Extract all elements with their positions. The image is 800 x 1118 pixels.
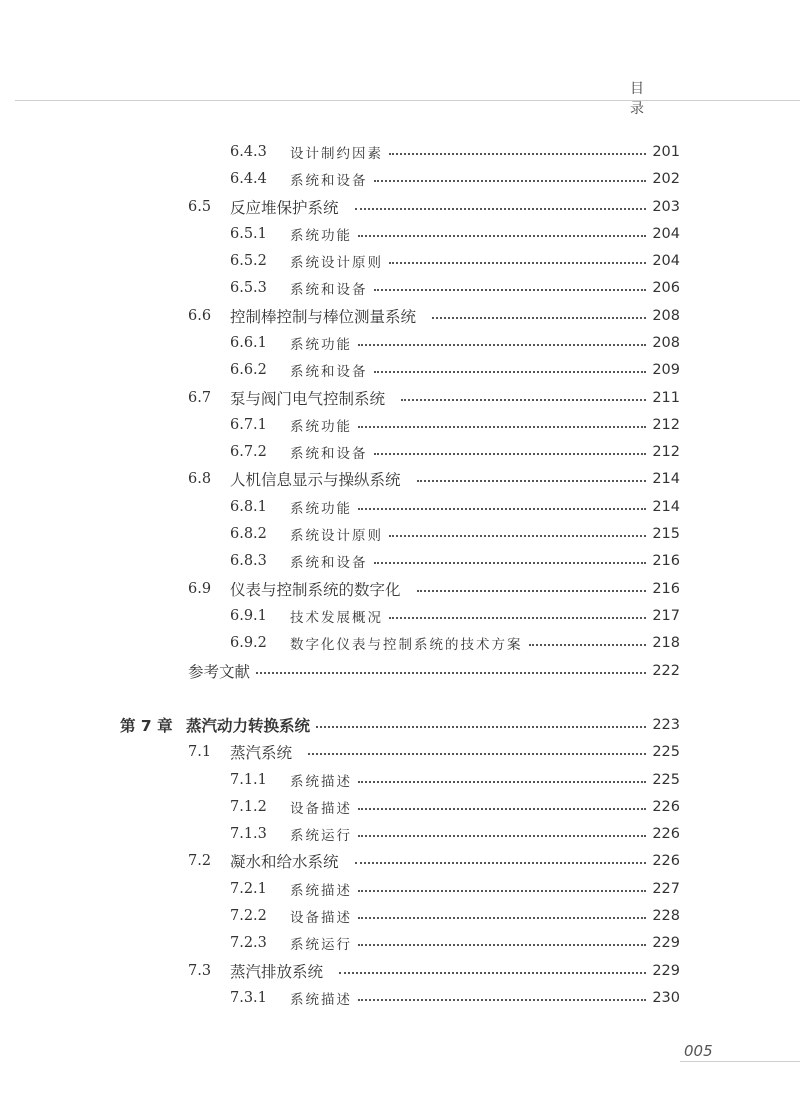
toc-entry-page: 214: [652, 499, 680, 515]
toc-entry-title: 系统和设备: [290, 282, 368, 298]
toc-entry: [230, 905, 680, 927]
toc-entry-page: 204: [652, 226, 680, 242]
toc-entry-title: 设计制约因素: [290, 146, 383, 162]
dot-leader: [417, 480, 646, 482]
toc-entry-page: 229: [652, 963, 680, 979]
toc-entry-number: 6.6.2: [230, 362, 267, 378]
toc-entry-title: 系统运行: [290, 828, 352, 844]
toc-entry-title: 系统运行: [290, 937, 352, 953]
toc-entry: [230, 632, 680, 654]
toc-entry-number: 6.5: [188, 199, 212, 215]
toc-entry-title: 系统描述: [290, 883, 352, 899]
toc-entry: [188, 305, 680, 327]
toc-entry: [230, 823, 680, 845]
toc-entry-page: 225: [652, 744, 680, 760]
dot-leader: [358, 999, 646, 1001]
dot-leader: [316, 726, 646, 728]
toc-entry: [230, 550, 680, 572]
toc-entry-number: 6.7.1: [230, 417, 267, 433]
toc-entry: [230, 332, 680, 354]
toc-entry-page: 211: [652, 390, 680, 406]
dot-leader: [374, 371, 647, 373]
toc-entry-number: 7.2.2: [230, 908, 267, 924]
toc-entry-page: 225: [652, 772, 680, 788]
toc-entry: [188, 196, 680, 218]
toc-entry: [188, 578, 680, 600]
dot-leader: [358, 890, 646, 892]
toc-entry: [230, 796, 680, 818]
toc-entry-number: 6.9.2: [230, 635, 267, 651]
dot-leader: [389, 153, 646, 155]
toc-entry-title: 系统功能: [290, 228, 352, 244]
toc-entry-page: 201: [652, 144, 680, 160]
toc-entry-number: 6.5.3: [230, 280, 267, 296]
toc-entry-page: 216: [652, 553, 680, 569]
toc-entry: [230, 987, 680, 1009]
toc-entry-title: 系统描述: [290, 992, 352, 1008]
dot-leader: [389, 262, 646, 264]
page-number: 005: [684, 1042, 713, 1060]
dot-leader: [308, 753, 646, 755]
toc-entry: [230, 496, 680, 518]
toc-entry-title: 设备描述: [290, 910, 352, 926]
toc-entry-number: 6.7.2: [230, 444, 267, 460]
toc-entry-title: 系统功能: [290, 419, 352, 435]
toc-entry-page: 202: [652, 171, 680, 187]
toc-entry-number: 6.8: [188, 471, 212, 487]
toc-entry: [230, 168, 680, 190]
dot-leader: [374, 289, 647, 291]
toc-entry-page: 208: [652, 308, 680, 324]
toc-entry-page: 212: [652, 417, 680, 433]
toc-entry-page: 206: [652, 280, 680, 296]
toc-entry-title: 系统设计原则: [290, 255, 383, 271]
toc-entry-title: 蒸汽动力转换系统: [186, 717, 311, 735]
dot-leader: [401, 399, 646, 401]
footer-divider: [680, 1061, 800, 1062]
toc-entry: [188, 850, 680, 872]
dot-leader: [417, 590, 646, 592]
toc-entry-number: 6.9: [188, 581, 212, 597]
dot-leader: [358, 808, 646, 810]
toc-entry-title: 反应堆保护系统: [230, 199, 339, 217]
toc-entry: [188, 468, 680, 490]
dot-leader: [374, 562, 647, 564]
dot-leader: [358, 917, 646, 919]
dot-leader: [355, 208, 646, 210]
toc-entry-number: 6.6.1: [230, 335, 267, 351]
toc-entry-title: 系统功能: [290, 501, 352, 517]
toc-entry-number: 7.3: [188, 963, 212, 979]
toc-entry: [188, 960, 680, 982]
toc-entry-page: 229: [652, 935, 680, 951]
toc-entry-page: 226: [652, 853, 680, 869]
toc-entry: [230, 359, 680, 381]
toc-entry-page: 227: [652, 881, 680, 897]
dot-leader: [358, 235, 646, 237]
toc-entry-title: 系统和设备: [290, 555, 368, 571]
toc-entry-number: 6.6: [188, 308, 212, 324]
dot-leader: [374, 180, 647, 182]
toc-entry-page: 217: [652, 608, 680, 624]
toc-entry-page: 209: [652, 362, 680, 378]
toc-entry-number: 6.8.2: [230, 526, 267, 542]
toc-entry-number: 6.4.3: [230, 144, 267, 160]
dot-leader: [355, 862, 646, 864]
toc-entry-number: 6.8.3: [230, 553, 267, 569]
toc-entry-title: 蒸汽系统: [230, 744, 293, 762]
dot-leader: [374, 453, 647, 455]
dot-leader: [358, 344, 646, 346]
toc-entry-page: 208: [652, 335, 680, 351]
toc-entry-title: 人机信息显示与操纵系统: [230, 471, 401, 489]
dot-leader: [529, 644, 647, 646]
toc-entry: [230, 223, 680, 245]
toc-entry-page: 215: [652, 526, 680, 542]
dot-leader: [339, 972, 646, 974]
toc-entry-number: 7.2.3: [230, 935, 267, 951]
toc-entry: [230, 141, 680, 163]
toc-entry: [230, 878, 680, 900]
toc-entry-number: 7.1.1: [230, 772, 267, 788]
toc-entry-number: 7.3.1: [230, 990, 267, 1006]
toc-entry-title: 泵与阀门电气控制系统: [230, 390, 386, 408]
toc-entry-title: 蒸汽排放系统: [230, 963, 324, 981]
toc-entry: [188, 387, 680, 409]
toc-entry: [230, 250, 680, 272]
toc-entry-page: 223: [652, 717, 680, 733]
toc-entry: [230, 769, 680, 791]
dot-leader: [358, 781, 646, 783]
toc-entry-title: 系统和设备: [290, 364, 368, 380]
toc-entry-title: 系统和设备: [290, 446, 368, 462]
toc-entry: [230, 605, 680, 627]
toc-entry-number: 6.5.2: [230, 253, 267, 269]
toc-entry: [230, 932, 680, 954]
toc-entry-page: 226: [652, 826, 680, 842]
toc-entry-number: 6.9.1: [230, 608, 267, 624]
toc-entry-number: 第 7 章: [120, 717, 173, 735]
toc-entry-number: 7.1.2: [230, 799, 267, 815]
toc-entry-title: 数字化仪表与控制系统的技术方案: [290, 637, 523, 653]
running-header: 目 录: [630, 81, 654, 117]
dot-leader: [358, 508, 646, 510]
toc-entry: [120, 714, 680, 736]
toc-entry-page: 226: [652, 799, 680, 815]
toc-entry-title: 系统描述: [290, 774, 352, 790]
toc-entry-title: 系统功能: [290, 337, 352, 353]
toc-entry-number: 6.5.1: [230, 226, 267, 242]
toc-entry-title: 凝水和给水系统: [230, 853, 339, 871]
toc-entry-title: 参考文献: [188, 663, 251, 681]
toc-entry-number: 7.1: [188, 744, 212, 760]
toc-entry: [230, 277, 680, 299]
toc-entry-number: 6.7: [188, 390, 212, 406]
toc-entry-title: 仪表与控制系统的数字化: [230, 581, 401, 599]
toc-entry-title: 设备描述: [290, 801, 352, 817]
toc-entry-page: 222: [652, 663, 680, 679]
toc-entry-page: 214: [652, 471, 680, 487]
toc-entry-page: 216: [652, 581, 680, 597]
toc-entry-number: 6.8.1: [230, 499, 267, 515]
toc-entry-title: 技术发展概况: [290, 610, 383, 626]
toc-entry: [188, 741, 680, 763]
dot-leader: [389, 535, 646, 537]
dot-leader: [358, 426, 646, 428]
dot-leader: [432, 317, 646, 319]
dot-leader: [389, 617, 646, 619]
toc-entry-page: 230: [652, 990, 680, 1006]
toc-entry-title: 系统设计原则: [290, 528, 383, 544]
toc-entry: [188, 660, 680, 682]
toc-entry-page: 212: [652, 444, 680, 460]
dot-leader: [358, 835, 646, 837]
toc-entry-number: 6.4.4: [230, 171, 267, 187]
toc-entry-number: 7.2.1: [230, 881, 267, 897]
toc-entry-page: 228: [652, 908, 680, 924]
dot-leader: [358, 944, 646, 946]
toc-entry-number: 7.1.3: [230, 826, 267, 842]
toc-entry-page: 218: [652, 635, 680, 651]
toc-entry: [230, 441, 680, 463]
toc-entry-title: 控制棒控制与棒位测量系统: [230, 308, 417, 326]
dot-leader: [256, 672, 646, 674]
toc-entry-title: 系统和设备: [290, 173, 368, 189]
toc-entry-page: 203: [652, 199, 680, 215]
toc-entry-page: 204: [652, 253, 680, 269]
toc-entry-number: 7.2: [188, 853, 212, 869]
toc-entry: [230, 523, 680, 545]
toc-entry: [230, 414, 680, 436]
